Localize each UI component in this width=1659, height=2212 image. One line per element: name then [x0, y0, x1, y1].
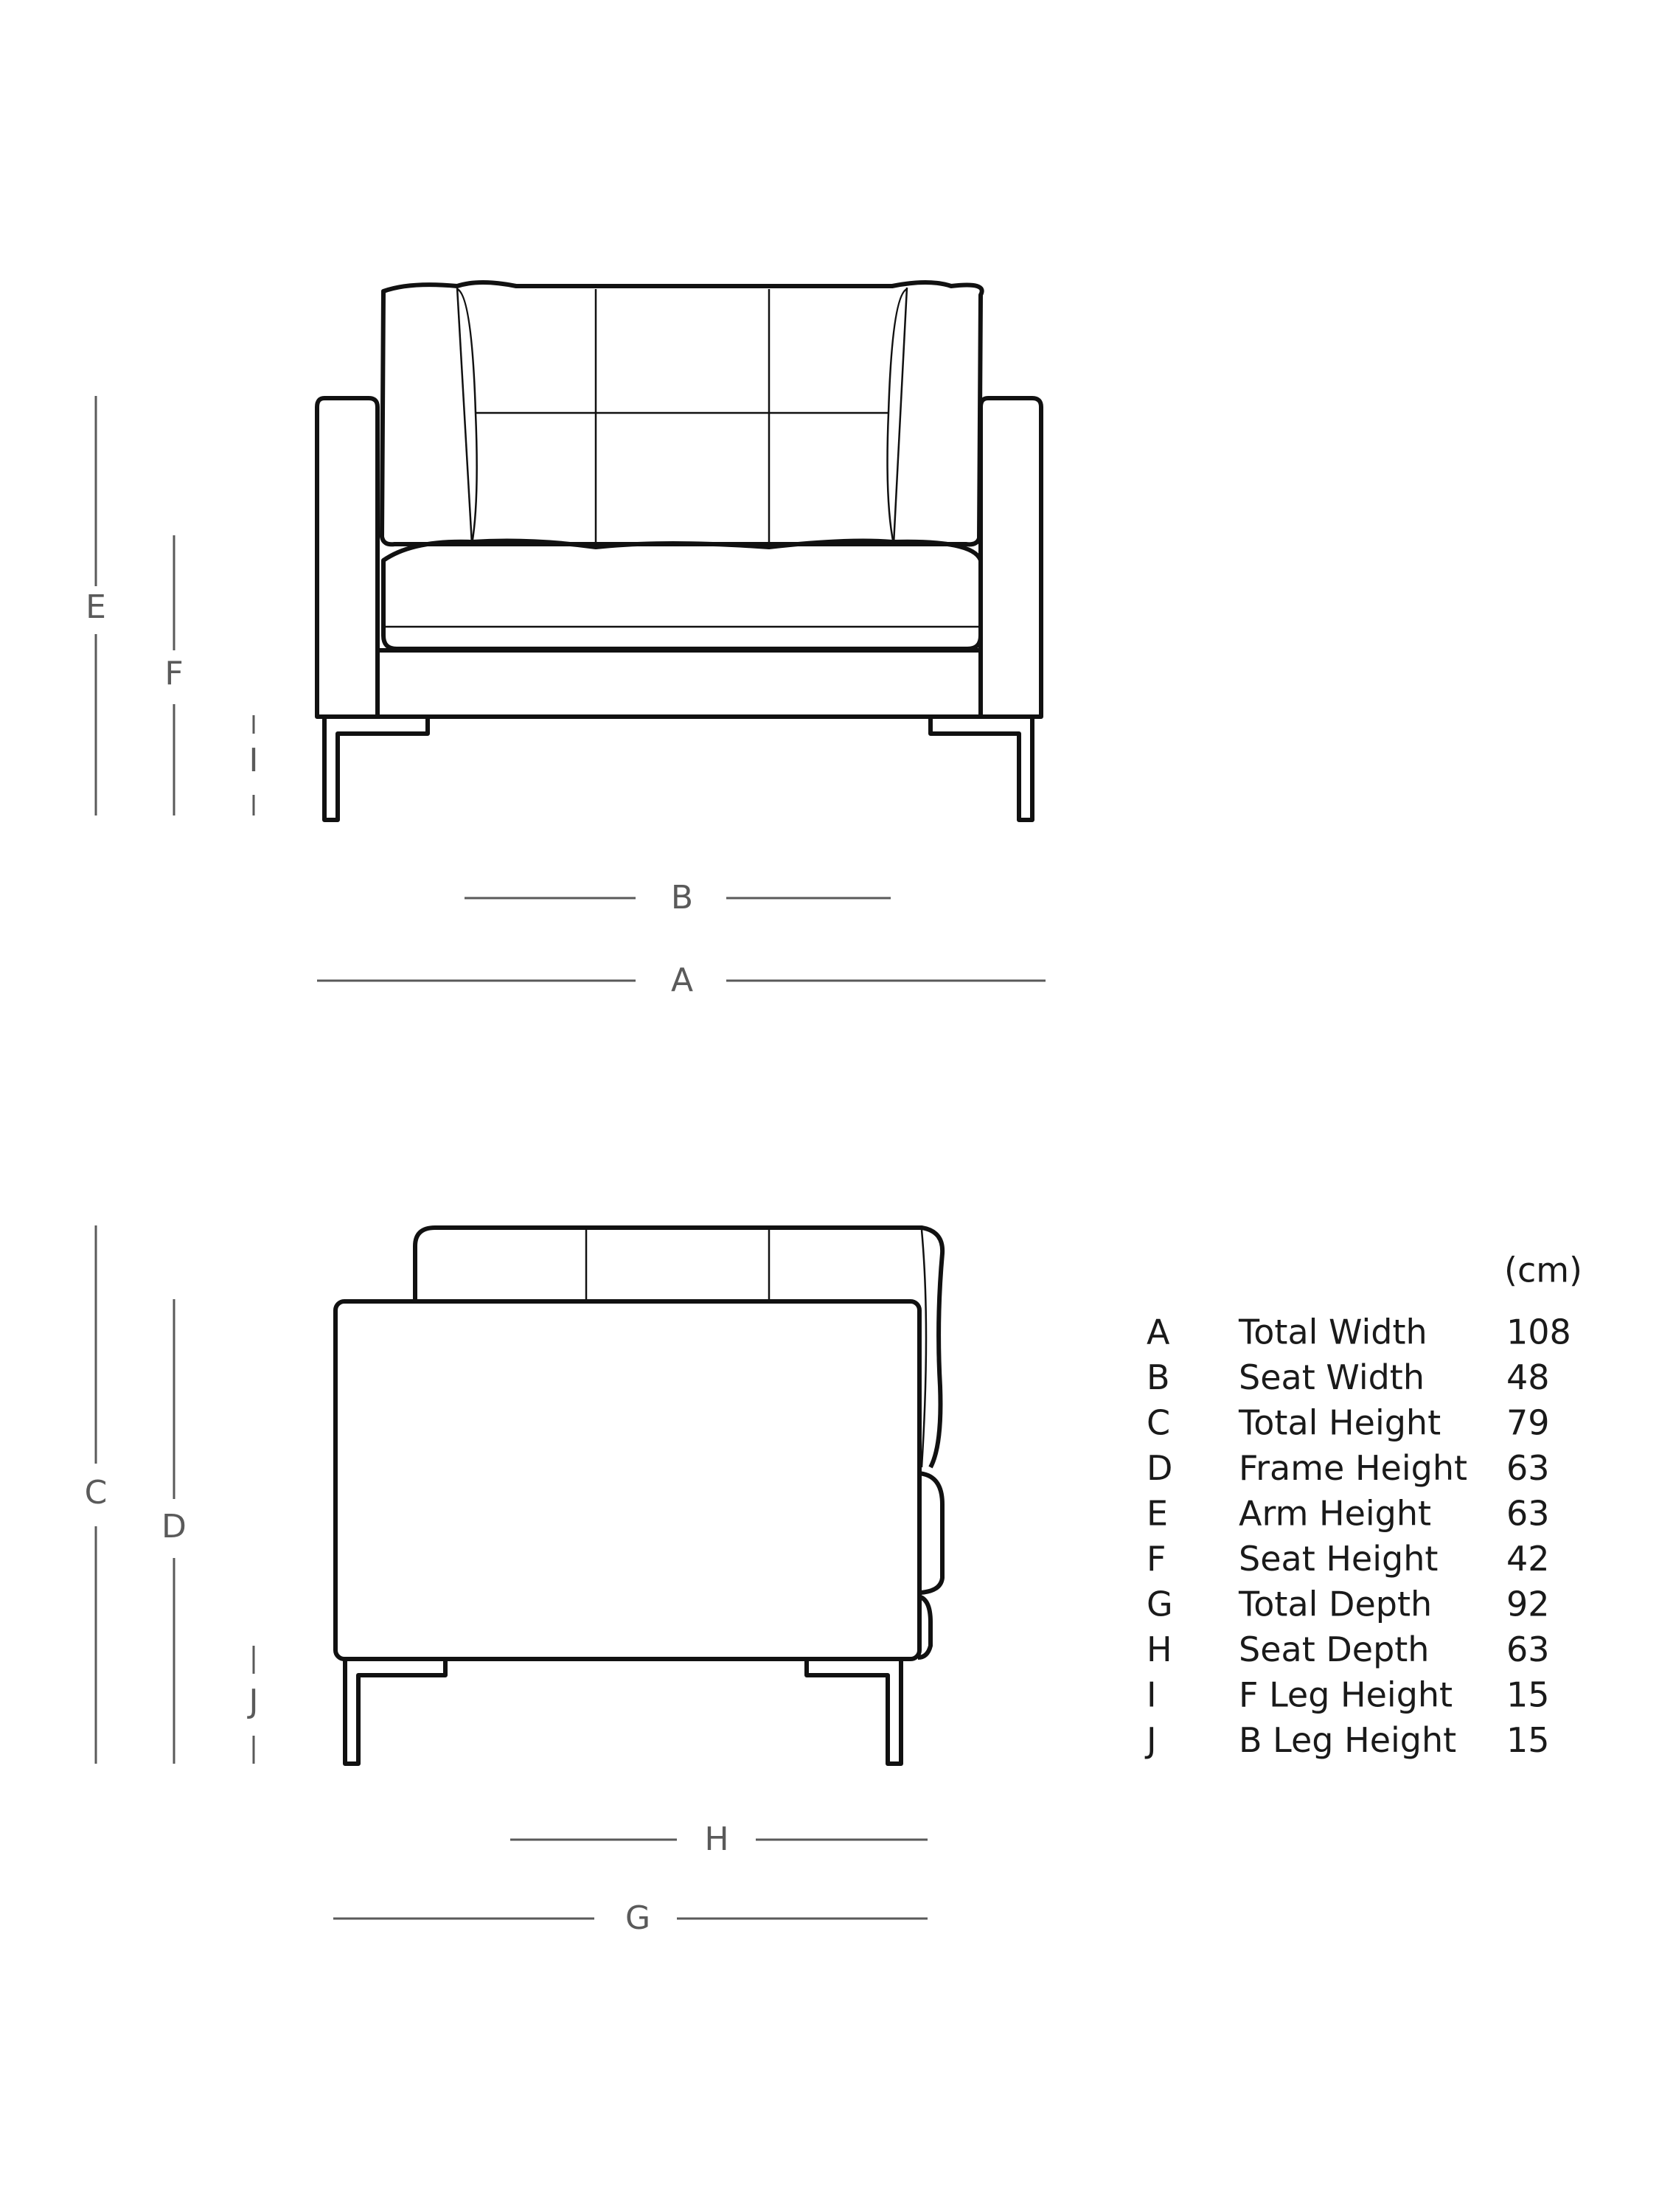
spec-row — [1147, 1494, 1550, 1534]
front-base-frame — [378, 650, 981, 717]
spec-value: 108 — [1506, 1312, 1571, 1352]
spec-units: (cm) — [1504, 1250, 1582, 1290]
side-frame — [335, 1301, 919, 1659]
spec-value: 15 — [1506, 1674, 1550, 1715]
spec-row — [1147, 1357, 1550, 1397]
spec-row — [1144, 1720, 1550, 1760]
side-back-cushion — [415, 1228, 942, 1467]
dim-label-j: J — [248, 1683, 259, 1720]
spec-value: 42 — [1506, 1539, 1550, 1579]
dim-label-a: A — [670, 961, 694, 999]
spec-row — [1147, 1630, 1550, 1669]
dim-label-e: E — [86, 588, 106, 626]
front-back-cushion-line-right-side — [894, 288, 907, 544]
spec-row — [1147, 1312, 1571, 1352]
spec-letter: C — [1147, 1402, 1171, 1443]
front-right-arm — [981, 398, 1041, 717]
dim-label-g: G — [625, 1899, 651, 1937]
spec-value: 63 — [1506, 1493, 1550, 1534]
side-front-leg — [345, 1659, 445, 1764]
spec-rows — [1144, 1312, 1571, 1761]
spec-name: Frame Height — [1239, 1448, 1468, 1488]
spec-name: Total Width — [1239, 1312, 1427, 1352]
dim-label-h: H — [704, 1820, 729, 1858]
spec-name: Seat Width — [1239, 1357, 1425, 1397]
spec-letter: H — [1147, 1630, 1172, 1669]
side-back-cushion-inner-edge — [922, 1230, 926, 1467]
spec-name: Total Height — [1239, 1402, 1441, 1443]
spec-value: 79 — [1506, 1402, 1550, 1443]
spec-row — [1147, 1675, 1550, 1715]
spec-name: F Leg Height — [1239, 1674, 1453, 1715]
front-left-arm — [317, 398, 378, 717]
spec-row — [1147, 1539, 1550, 1579]
spec-name: Total Depth — [1239, 1584, 1433, 1624]
front-seat-cushion — [383, 541, 981, 649]
spec-letter: A — [1147, 1312, 1170, 1352]
spec-letter: D — [1147, 1448, 1173, 1488]
spec-row — [1147, 1585, 1550, 1624]
spec-name: Seat Depth — [1239, 1630, 1430, 1669]
spec-letter: E — [1147, 1493, 1169, 1534]
side-back-leg — [807, 1659, 901, 1764]
spec-row — [1147, 1448, 1550, 1488]
spec-value: 63 — [1506, 1448, 1550, 1488]
dim-label-c: C — [84, 1474, 108, 1512]
dim-label-b: B — [670, 879, 694, 917]
spec-letter: J — [1147, 1720, 1157, 1760]
spec-value: 63 — [1506, 1630, 1550, 1669]
spec-letter: F — [1147, 1539, 1166, 1579]
spec-row — [1147, 1403, 1550, 1443]
spec-value: 48 — [1506, 1357, 1550, 1397]
spec-value: 92 — [1506, 1584, 1550, 1624]
side-dimensions — [85, 1225, 928, 1937]
spec-name: Arm Height — [1239, 1493, 1432, 1534]
spec-letter: G — [1147, 1584, 1173, 1624]
front-dimensions — [86, 396, 1046, 999]
front-left-leg — [324, 717, 428, 820]
spec-table — [1144, 1251, 1582, 1761]
spec-value: 15 — [1506, 1720, 1550, 1760]
front-right-leg — [931, 717, 1032, 820]
side-view — [335, 1228, 942, 1764]
dim-label-d: D — [161, 1508, 187, 1545]
spec-name: Seat Height — [1239, 1539, 1439, 1579]
spec-letter: I — [1147, 1674, 1157, 1715]
dim-label-i: I — [248, 742, 259, 779]
front-view — [317, 282, 1041, 820]
spec-letter: B — [1147, 1357, 1170, 1397]
dim-label-f: F — [164, 655, 184, 692]
spec-name: B Leg Height — [1239, 1720, 1457, 1760]
